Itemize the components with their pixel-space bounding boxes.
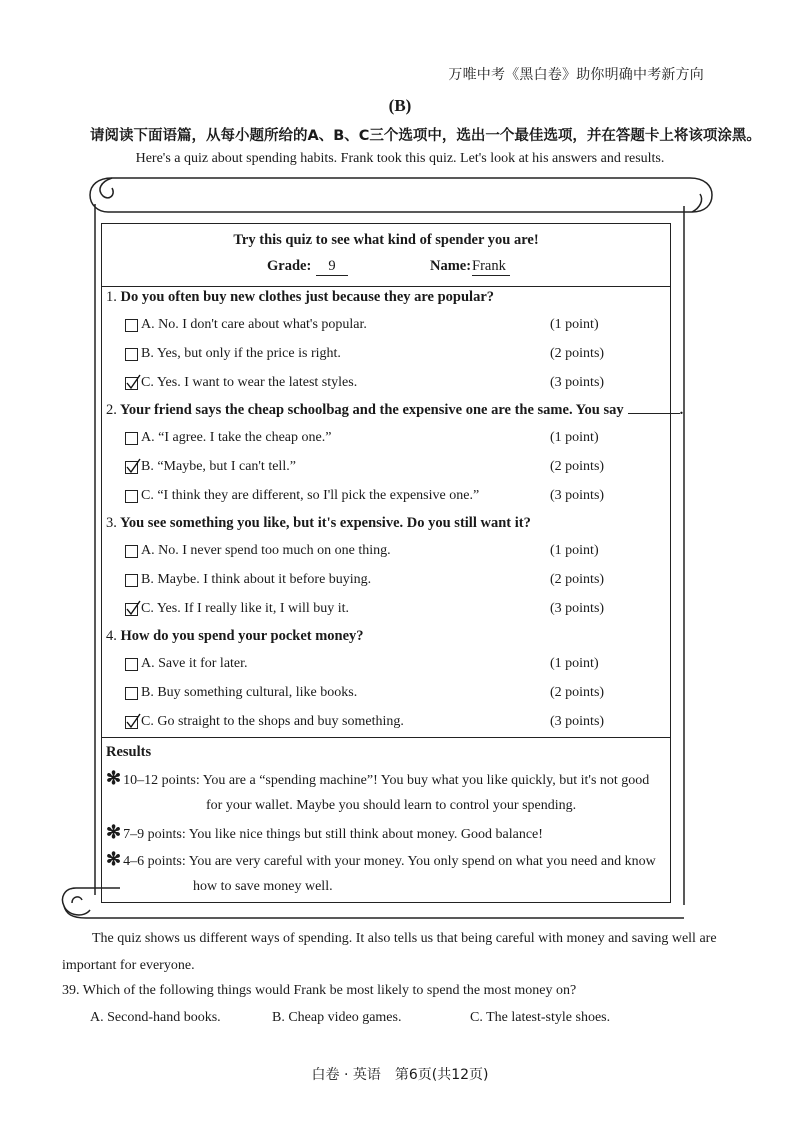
page-footer: 白卷 · 英语 第6页(共12页) — [311, 1067, 489, 1083]
option-points: (2 points) — [550, 346, 605, 361]
checked-box-icon[interactable] — [125, 461, 138, 474]
question-number: 2. — [106, 402, 117, 418]
checked-box-icon[interactable] — [125, 603, 138, 616]
checkbox-icon[interactable] — [125, 545, 138, 558]
checkbox-icon[interactable] — [125, 348, 138, 361]
option-label: A. “I agree. I take the cheap one.” — [141, 430, 332, 445]
asterisk-icon: ✻ — [106, 768, 122, 788]
question-number: 1. — [106, 289, 117, 305]
checkbox-icon[interactable] — [125, 658, 138, 671]
checkbox-icon[interactable] — [125, 432, 138, 445]
checkmark-icon — [125, 713, 141, 729]
option-label: A. No. I never spend too much on one thing. — [141, 543, 391, 558]
checkmark-icon — [125, 600, 141, 616]
intro-text: Here's a quiz about spending habits. Frank took this quiz. Let's look at his answers and results. — [135, 151, 665, 166]
question-text: Your friend says the cheap schoolbag and the expensive one are the same. You say — [119, 402, 624, 418]
result-text: 7–9 points: You like nice things but still think about money. Good balance! — [123, 827, 543, 842]
question-text: How do you spend your pocket money? — [120, 628, 364, 644]
option-points: (1 point) — [550, 543, 599, 558]
question-number: 3. — [106, 515, 117, 531]
option-label: B. Buy something cultural, like books. — [141, 685, 358, 700]
quiz-header — [102, 224, 670, 287]
choice-c: C. The latest-style shoes. — [470, 1010, 611, 1025]
option-points: (2 points) — [550, 459, 605, 474]
section-label: (B) — [388, 96, 412, 115]
asterisk-icon: ✻ — [106, 822, 122, 842]
option-row — [125, 317, 367, 333]
option-row — [125, 430, 331, 446]
question-39-stem: 39. Which of the following things would Frank be most likely to spend the most money on? — [62, 983, 577, 998]
option-row — [125, 656, 248, 672]
option-points: (2 points) — [550, 572, 605, 587]
choice-b: B. Cheap video games. — [272, 1010, 402, 1025]
option-points: (1 point) — [550, 656, 599, 671]
grade-value: 9 — [316, 258, 348, 276]
option-points: (3 points) — [550, 488, 605, 503]
result-item — [106, 768, 649, 789]
option-label: A. No. I don't care about what's popular. — [141, 317, 367, 332]
answer-blank — [628, 413, 680, 414]
option-points: (3 points) — [550, 714, 605, 729]
closing-paragraph-line: The quiz shows us different ways of spending. It also tells us that being careful with money and saving well are — [92, 931, 717, 946]
series-slogan: 万唯中考《黑白卷》助你明确中考新方向 — [448, 67, 704, 83]
instruction: 请阅读下面语篇，从每小题所给的A、B、C三个选项中，选出一个最佳选项，并在答题卡上将该项涂黑。 — [90, 128, 761, 144]
result-text: 4–6 points: You are very careful with your money. You only spend on what you need and know — [123, 854, 656, 869]
option-row — [125, 714, 404, 730]
option-points: (2 points) — [550, 685, 605, 700]
name-value: Frank — [472, 258, 510, 276]
checkbox-icon[interactable] — [125, 490, 138, 503]
question-title — [106, 628, 364, 645]
asterisk-icon: ✻ — [106, 849, 122, 869]
results-section — [102, 737, 670, 894]
closing-paragraph-line: important for everyone. — [62, 958, 195, 973]
option-label: C. Yes. I want to wear the latest styles. — [141, 375, 358, 390]
checkmark-icon — [125, 374, 141, 390]
option-row — [125, 601, 349, 617]
checked-box-icon[interactable] — [125, 377, 138, 390]
question-number: 4. — [106, 628, 117, 644]
result-text: 10–12 points: You are a “spending machine”! You buy what you like quickly, but it's not good — [123, 773, 650, 788]
option-points: (1 point) — [550, 317, 599, 332]
question-title — [106, 515, 531, 532]
checked-box-icon[interactable] — [125, 716, 138, 729]
option-label: A. Save it for later. — [141, 656, 248, 671]
grade-label: Grade: — [267, 258, 312, 274]
option-points: (3 points) — [550, 375, 605, 390]
option-label: C. Yes. If I really like it, I will buy it. — [141, 601, 350, 616]
option-row — [125, 459, 296, 475]
name-label: Name: — [430, 258, 472, 274]
option-points: (3 points) — [550, 601, 605, 616]
option-label: C. Go straight to the shops and buy something. — [141, 714, 404, 729]
option-points: (1 point) — [550, 430, 599, 445]
checkbox-icon[interactable] — [125, 319, 138, 332]
question-text: You see something you like, but it's expensive. Do you still want it? — [119, 515, 531, 531]
option-row — [125, 685, 357, 701]
option-row — [125, 543, 391, 559]
quiz-card — [101, 223, 684, 903]
question-text: Do you often buy new clothes just because they are popular? — [120, 289, 495, 305]
result-text-continued: for your wallet. Maybe you should learn to control your spending. — [206, 798, 577, 813]
option-label: B. Yes, but only if the price is right. — [141, 346, 341, 361]
option-row — [125, 346, 341, 362]
result-item — [106, 822, 543, 843]
option-row — [125, 375, 357, 391]
result-item — [106, 849, 656, 870]
option-label: B. “Maybe, but I can't tell.” — [141, 459, 296, 474]
results-title: Results — [106, 744, 152, 760]
result-text-continued: how to save money well. — [193, 879, 333, 894]
checkmark-icon — [125, 458, 141, 474]
option-label: B. Maybe. I think about it before buying. — [141, 572, 372, 587]
question-title — [106, 289, 494, 306]
question-title: 2. Your friend says the cheap schoolbag and the expensive one are the same. You say . — [106, 402, 684, 418]
option-label: C. “I think they are different, so I'll pick the expensive one.” — [141, 488, 480, 503]
option-row — [125, 488, 479, 504]
choice-a: A. Second-hand books. — [90, 1010, 221, 1025]
checkbox-icon[interactable] — [125, 687, 138, 700]
option-row — [125, 572, 371, 588]
checkbox-icon[interactable] — [125, 574, 138, 587]
quiz-title: Try this quiz to see what kind of spender you are! — [233, 232, 539, 248]
